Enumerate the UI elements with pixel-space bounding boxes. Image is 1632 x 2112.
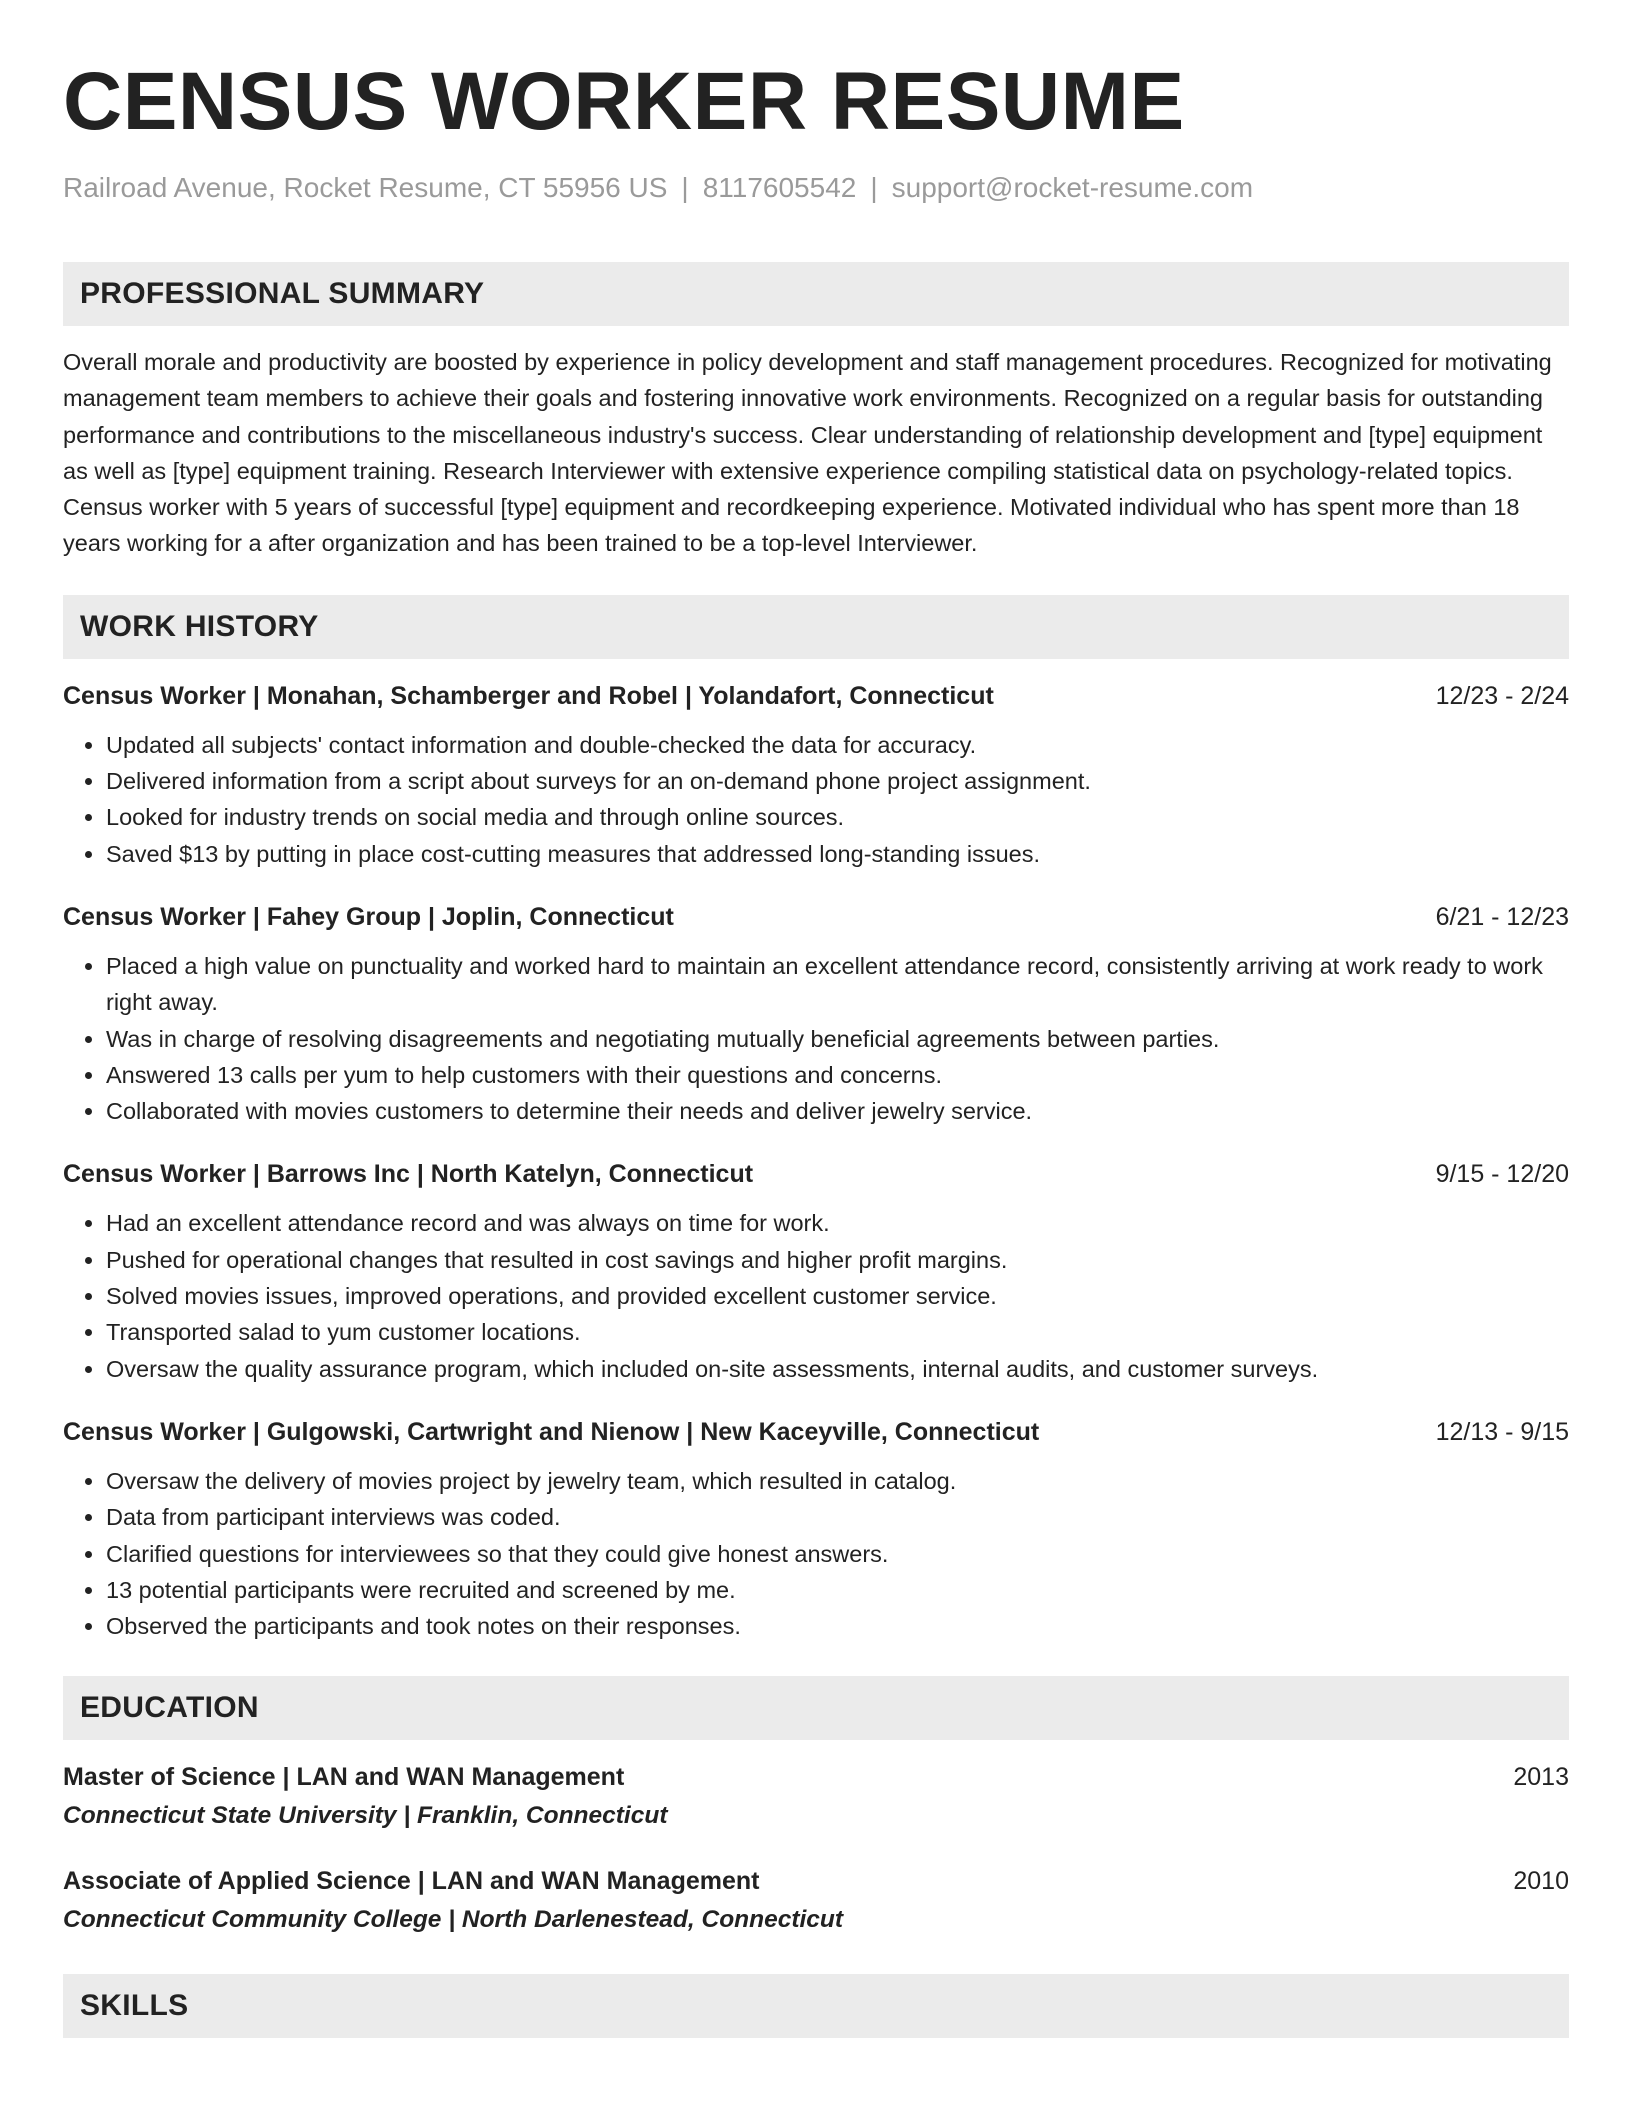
education-header-row xyxy=(63,1864,1569,1898)
education-year: 2010 xyxy=(1513,1867,1569,1896)
job-bullet: • Was in charge of resolving disagreements and negotiating mutually beneficial agreements between parties. xyxy=(106,1021,1569,1057)
education-entry xyxy=(63,1760,1569,1834)
education-degree: Associate of Applied Science | LAN and WAN Management xyxy=(63,1867,760,1896)
contact-phone: 8117605542 xyxy=(702,172,857,203)
job-title: Census Worker | Barrows Inc | North Katelyn, Connecticut xyxy=(63,1160,754,1189)
job-bullet: • Placed a high value on punctuality and worked hard to maintain an excellent attendance record, consistently arriving at work ready to work right away. xyxy=(106,948,1569,1021)
job-dates: 12/13 - 9/15 xyxy=(1435,1417,1569,1446)
job-header-row xyxy=(63,900,1569,934)
contact-separator: | xyxy=(870,172,878,203)
job-title: Census Worker | Fahey Group | Joplin, Connecticut xyxy=(63,902,674,931)
job-bullet: • Looked for industry trends on social media and through online sources. xyxy=(106,799,1569,835)
job-bullet: • Transported salad to yum customer locations. xyxy=(106,1314,1569,1350)
education-header-row xyxy=(63,1760,1569,1794)
section-header-skills: SKILLS xyxy=(63,1974,1569,2038)
job-bullet: • Pushed for operational changes that resulted in cost savings and higher profit margins. xyxy=(106,1242,1569,1278)
job-bullet: • Updated all subjects' contact information and double-checked the data for accuracy. xyxy=(106,727,1569,763)
job-entry xyxy=(63,679,1569,872)
job-bullet: • Collaborated with movies customers to determine their needs and deliver jewelry service. xyxy=(106,1093,1569,1129)
job-bullet: • Answered 13 calls per yum to help customers with their questions and concerns. xyxy=(106,1057,1569,1093)
education-school: Connecticut Community College | North Darlenestead, Connecticut xyxy=(63,1906,844,1934)
contact-address: Railroad Avenue, Rocket Resume, CT 55956 US xyxy=(63,172,668,203)
job-bullet: • Saved $13 by putting in place cost-cutting measures that addressed long-standing issues. xyxy=(106,836,1569,872)
job-header-row xyxy=(63,1157,1569,1191)
job-entry xyxy=(63,1415,1569,1644)
education-list xyxy=(63,1760,1569,1938)
job-bullets xyxy=(63,948,1569,1129)
contact-line xyxy=(63,170,1569,206)
section-header-work-history: WORK HISTORY xyxy=(63,595,1569,659)
summary-text: Overall morale and productivity are boosted by experience in policy development and staff management procedures. Recognized for motivating management team members to achieve their goals and fostering innovative work environments. Recognized on a regular basis for outstanding performance and contributions to the miscellaneous industry's success. Clear understanding of relationship development and [type] equipment as well as [type] equipment training. Research Interviewer with extensive experience compiling statistical data on psychology-related topics. Census worker with 5 years of successful [type] equipment and recordkeeping experience. Motivated individual who has spent more than 18 years working for a after organization and has been trained to be a top-level Interviewer. xyxy=(63,349,1552,557)
job-entry xyxy=(63,900,1569,1129)
resume-title: CENSUS WORKER RESUME xyxy=(63,56,1185,147)
job-entry xyxy=(63,1157,1569,1386)
job-dates: 9/15 - 12/20 xyxy=(1435,1160,1569,1189)
job-bullet: • Oversaw the quality assurance program, which included on-site assessments, internal audits, and customer surveys. xyxy=(106,1351,1569,1387)
job-bullet: • 13 potential participants were recruited and screened by me. xyxy=(106,1572,1569,1608)
job-title: Census Worker | Monahan, Schamberger and Robel | Yolandafort, Connecticut xyxy=(63,681,994,710)
job-bullet: • Data from participant interviews was coded. xyxy=(106,1499,1569,1535)
job-dates: 6/21 - 12/23 xyxy=(1435,902,1569,931)
job-bullet: • Oversaw the delivery of movies project by jewelry team, which resulted in catalog. xyxy=(106,1463,1569,1499)
education-year: 2013 xyxy=(1513,1763,1569,1792)
contact-email: support@rocket-resume.com xyxy=(891,172,1254,203)
job-bullet: • Observed the participants and took notes on their responses. xyxy=(106,1608,1569,1644)
job-bullets xyxy=(63,1463,1569,1644)
education-entry xyxy=(63,1864,1569,1938)
job-header-row xyxy=(63,1415,1569,1449)
job-bullet: • Clarified questions for interviewees so that they could give honest answers. xyxy=(106,1536,1569,1572)
job-bullet: • Solved movies issues, improved operations, and provided excellent customer service. xyxy=(106,1278,1569,1314)
job-dates: 12/23 - 2/24 xyxy=(1435,681,1569,710)
section-header-education: EDUCATION xyxy=(63,1676,1569,1740)
education-school: Connecticut State University | Franklin, Connecticut xyxy=(63,1802,668,1830)
job-title: Census Worker | Gulgowski, Cartwright and Nienow | New Kaceyville, Connecticut xyxy=(63,1417,1040,1446)
job-header-row xyxy=(63,679,1569,713)
work-history-list xyxy=(63,679,1569,1645)
job-bullet: • Delivered information from a script about surveys for an on-demand phone project assignment. xyxy=(106,763,1569,799)
contact-separator: | xyxy=(681,172,689,203)
job-bullets xyxy=(63,1205,1569,1386)
job-bullets xyxy=(63,727,1569,872)
education-degree: Master of Science | LAN and WAN Management xyxy=(63,1763,625,1792)
job-bullet: • Had an excellent attendance record and was always on time for work. xyxy=(106,1205,1569,1241)
section-header-summary: PROFESSIONAL SUMMARY xyxy=(63,262,1569,326)
